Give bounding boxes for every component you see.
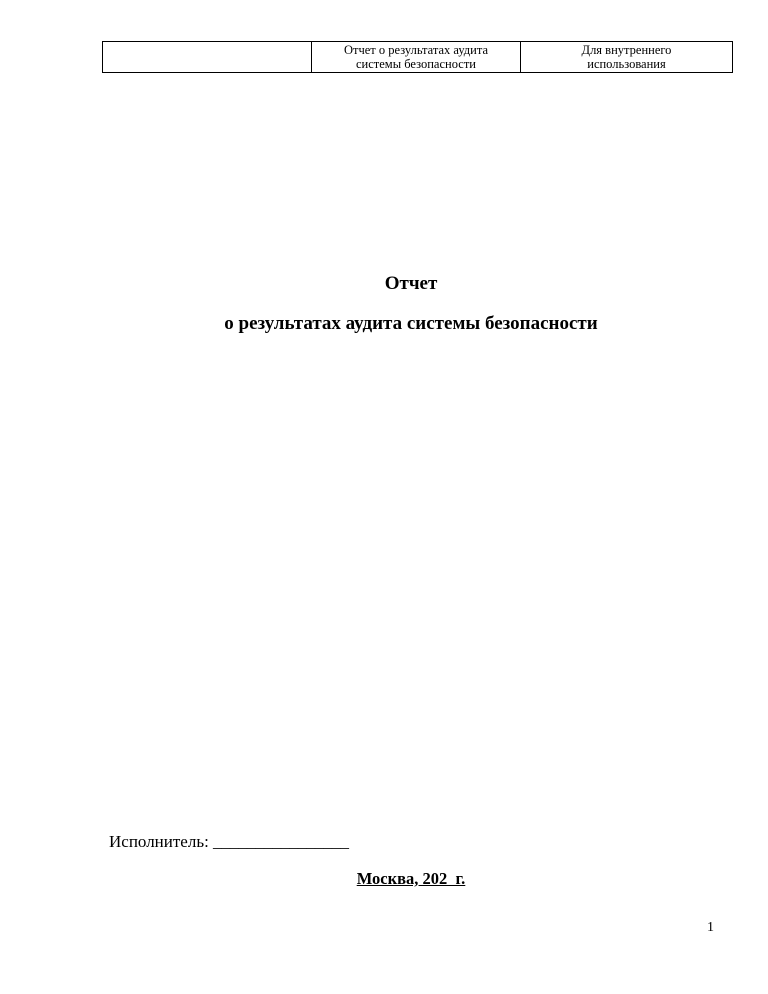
city-year: Москва, 202 г. <box>356 869 466 888</box>
document-subtitle: о результатах аудита системы безопасности <box>224 313 598 334</box>
header-report-name-line-1: Отчет о результатах аудита <box>343 43 489 57</box>
header-cell-report-name <box>312 42 521 73</box>
page-number: 1 <box>707 920 714 935</box>
header-cell-classification <box>521 42 733 73</box>
header-classification-line-2: использования <box>587 57 666 71</box>
header-classification-line-1: Для внутреннего <box>581 43 672 57</box>
header-row <box>103 42 733 73</box>
header-report-name-line-2: системы безопасности <box>356 57 476 71</box>
executor-signature-line: Исполнитель: ________________ <box>109 832 350 851</box>
document-title: Отчет <box>384 273 438 294</box>
document-header-table <box>102 41 733 73</box>
header-cell-empty <box>103 42 312 73</box>
